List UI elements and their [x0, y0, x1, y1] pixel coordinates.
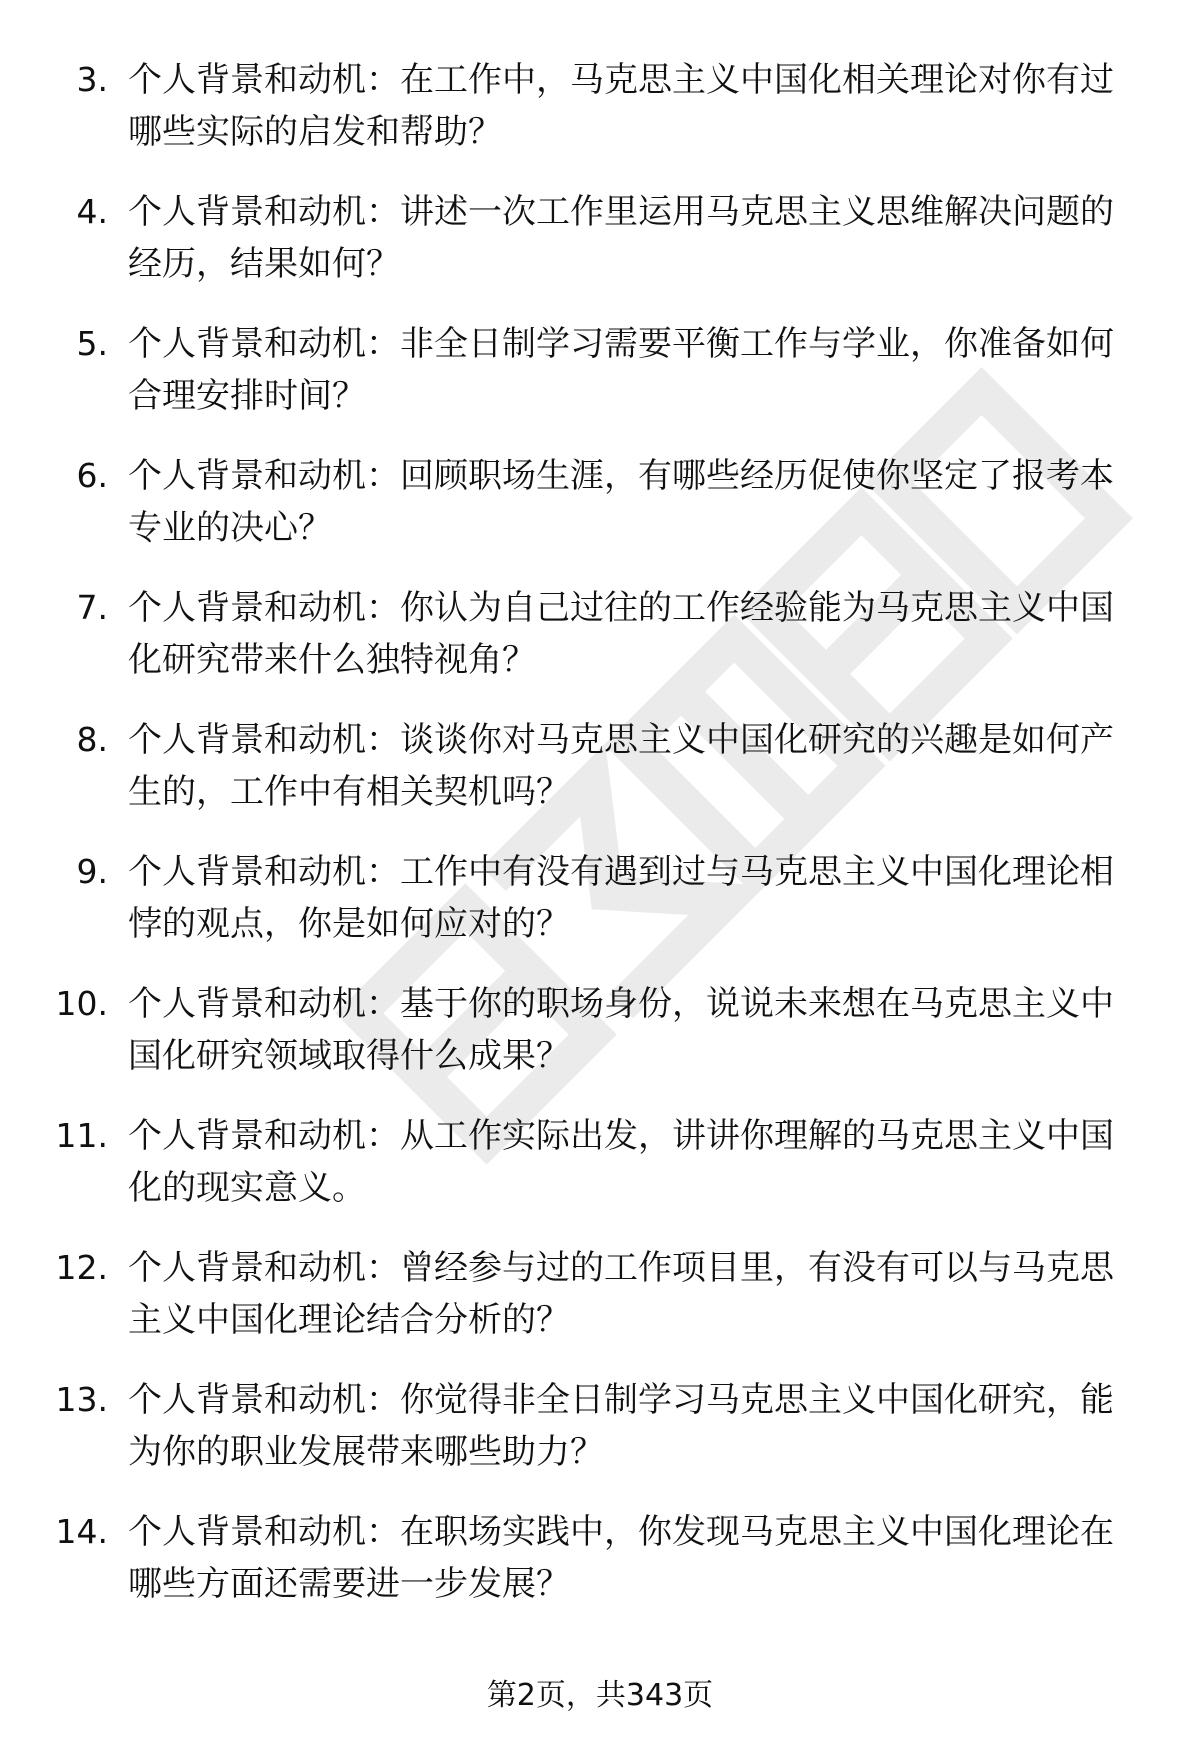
- list-item: [0, 978, 1200, 1110]
- question-text: 个人背景和动机：工作中有没有遇到过与马克思主义中国化理论相悖的观点，你是如何应对的？: [128, 852, 1114, 944]
- page-footer: 第2页，共343页: [486, 1678, 714, 1713]
- list-item: [0, 318, 1200, 450]
- question-number: 12.: [55, 1248, 108, 1287]
- list-item: [0, 1110, 1200, 1242]
- question-number: 14.: [55, 1512, 108, 1551]
- question-number: 7.: [76, 588, 108, 627]
- list-item: [0, 1374, 1200, 1506]
- question-number: 13.: [55, 1380, 108, 1419]
- list-item: [0, 846, 1200, 978]
- question-text: 个人背景和动机：你认为自己过往的工作经验能为马克思主义中国化研究带来什么独特视角？: [128, 588, 1114, 680]
- list-item: [0, 1242, 1200, 1374]
- question-text: 个人背景和动机：回顾职场生涯，有哪些经历促使你坚定了报考本专业的决心？: [128, 456, 1114, 548]
- question-text: 个人背景和动机：从工作实际出发，讲讲你理解的马克思主义中国化的现实意义。: [128, 1116, 1114, 1208]
- question-text: 个人背景和动机：讲述一次工作里运用马克思主义思维解决问题的经历，结果如何？: [128, 192, 1114, 284]
- list-item: [0, 54, 1200, 186]
- question-text: 个人背景和动机：在职场实践中，你发现马克思主义中国化理论在哪些方面还需要进一步发展？: [128, 1512, 1114, 1604]
- question-text: 个人背景和动机：你觉得非全日制学习马克思主义中国化研究，能为你的职业发展带来哪些助力？: [128, 1380, 1114, 1472]
- question-number: 4.: [76, 192, 108, 231]
- question-list: [0, 54, 1200, 1638]
- question-text: 个人背景和动机：谈谈你对马克思主义中国化研究的兴趣是如何产生的，工作中有相关契机吗？: [128, 720, 1114, 812]
- question-text: 个人背景和动机：基于你的职场身份，说说未来想在马克思主义中国化研究领域取得什么成果？: [128, 984, 1114, 1076]
- question-number: 8.: [76, 720, 108, 759]
- question-text: 个人背景和动机：非全日制学习需要平衡工作与学业，你准备如何合理安排时间？: [128, 324, 1114, 416]
- question-number: 9.: [76, 852, 108, 891]
- list-item: [0, 714, 1200, 846]
- question-text: 个人背景和动机：曾经参与过的工作项目里，有没有可以与马克思主义中国化理论结合分析的？: [128, 1248, 1114, 1340]
- question-number: 11.: [55, 1116, 108, 1155]
- question-number: 10.: [55, 984, 108, 1023]
- list-item: [0, 1506, 1200, 1638]
- question-text: 个人背景和动机：在工作中，马克思主义中国化相关理论对你有过哪些实际的启发和帮助？: [128, 60, 1114, 152]
- list-item: [0, 582, 1200, 714]
- list-item: [0, 186, 1200, 318]
- list-item: [0, 450, 1200, 582]
- question-number: 6.: [76, 456, 108, 495]
- question-number: 3.: [76, 60, 108, 99]
- question-number: 5.: [76, 324, 108, 363]
